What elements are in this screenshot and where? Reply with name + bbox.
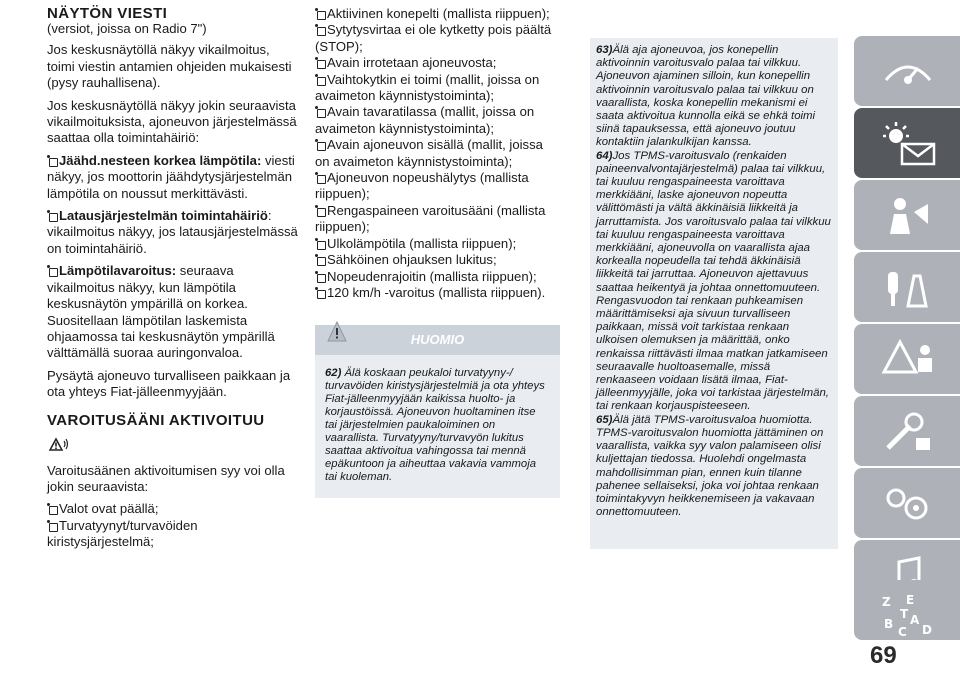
bullet-text: Turvatyynyt/turvavöiden kiristysjärjestelmä; [47, 517, 198, 550]
bullet-icon [47, 155, 57, 166]
bullet-item [315, 170, 560, 203]
page-number: 69 [870, 642, 897, 669]
bullet-item [47, 153, 299, 202]
bullet-text: Aktiivinen konepelti (mallista riippuen); [327, 6, 550, 21]
bullet-heading: Latausjärjestelmän toimintahäiriö [59, 208, 268, 224]
warning-light-message-icon [880, 122, 940, 168]
bullet-item [47, 501, 299, 517]
bullet-item [315, 55, 560, 71]
bullet-icon [315, 57, 325, 68]
tab-warning-lights-messages[interactable] [854, 108, 960, 178]
car-safety-icon [880, 194, 936, 238]
bullet-item [315, 104, 560, 137]
bullet-item [315, 137, 560, 170]
bullet-text: Ulkolämpötila (mallista riippuen); [327, 235, 517, 251]
bullet-text: : vikailmoitus näkyy, jos latausjärjestelmässä on toimintahäiriö. [47, 208, 298, 256]
svg-text:T: T [900, 607, 909, 621]
alphabetical-index-icon [880, 594, 940, 638]
bullet-text: seuraava vikailmoitus näkyy, kun lämpötila keskusnäytön ympärillä on korkea. Suositellaan lämpötilan laskemista ohjaamossa tai keskusnäytön ympärillä välttämällä suoraa auringonvaloa. [47, 263, 275, 361]
bullet-icon [47, 520, 57, 531]
note-text: Älä aja ajoneuvoa, jos konepellin aktivoinnin varoitusvalo palaa tai vilkkuu. Ajoneuvon ajaminen silloin, kun konepellin aktivoinnin varoitusvalo palaa tai vilkkuu on vaarallista, koska konepellin mekanismi ei saata aktivoitua kunnolla eikä se ehkä toimi siinä tapauksessa, että ajoneuvo joutuu kontaktiin jalankulkijan kanssa. [596, 44, 816, 149]
note-number: 63) [596, 44, 613, 56]
bullet-icon [47, 210, 57, 221]
maintenance-wrench-icon [880, 410, 936, 454]
bullet-text: Ajoneuvon nopeushälytys (mallista riippuen); [315, 170, 529, 202]
right-column [590, 38, 838, 549]
tab-maintenance[interactable] [854, 396, 960, 466]
roadside-triangle-icon [880, 338, 936, 382]
car-dashboard-icon [880, 50, 936, 94]
note-text: Jos TPMS-varoitusvalo (renkaiden paineenvalvontajärjestelmä) palaa tai vilkkuu, tai kuuluu rengaspaineesta varoittava merkkiääni, laske ajoneuvon nopeutta välittömästi ja vältä äkkinäisiä liikkeitä ja jarruttamista. Jos varoitusvalo palaa tai vilkkuu tai kuuluu rengaspaineesta varoittava merkkiääni, ajoneuvolla on vaarallista ajaa korkealla nopeudella tai tehdä äkkinäisiä liikkeitä tai jarruttaa. Ajoneuvon ajettavuus saattaa heikentyä ja johtaa onnettomuuteen. Rengasvuodon tai renkaan puhkeamisen määrittämiseksi aja sivuun turvalliseen paikkaan, missä voit tarkistaa renkaan ulkoisen olemuksen ja määrittää, onko renkaissa riittävästi ilmaa matkan jatkamiseen seuraavalle huoltoasemalle, missä renkaaseen voidaan lisätä ilmaa, Fiat-jälleenmyyjälle, joka voi tarkistaa järjestelmän, tai renkaan korjauspisteeseen. [596, 149, 831, 413]
warning-header [315, 325, 560, 355]
bullet-item [315, 22, 560, 55]
tab-technical-data[interactable] [854, 468, 960, 538]
bullet-icon [47, 503, 57, 514]
note [596, 44, 832, 150]
bullet-text: Rengaspaineen varoitusääni (mallista riippuen); [315, 202, 546, 235]
bullet-icon [315, 238, 325, 249]
warning-box [315, 355, 560, 498]
bullet-item [315, 6, 560, 22]
warning-light-icon [47, 436, 69, 452]
bullet-icon [315, 287, 325, 298]
note-text: Älä jätä TPMS-varoitusvaloa huomiotta. TPMS-varoitusvalon huomiotta jättäminen on vaarallista, vaikka syy valon palamiseen olisi kuljettajan tiedossa. Huolehdi ongelmasta mahdollisimman pian, ennen kuin tilanne pahenee sellaiseksi, joka voi johtaa renkaan toimintakyvyn heikkenemiseen ja vakavaan onnettomuuteen. [596, 413, 824, 519]
bullet-text: Vaihtokytkin ei toimi (mallit, joissa on avaimeton käynnistystoiminta); [315, 71, 540, 104]
section-title-display-message: NÄYTÖN VIESTI [47, 5, 168, 22]
section-title-warning-sound: VAROITUSÄÄNI AKTIVOITUU [47, 411, 265, 429]
bullet-text: 120 km/h -varoitus (mallista riippuen). [327, 284, 546, 300]
paragraph: Varoitusäänen aktivoitumisen syy voi olla jokin seuraavista: [47, 462, 285, 494]
paragraph: Jos keskusnäytöllä näkyy vikailmoitus, toimi viestin antamien ohjeiden mukaisesti (pysy rauhallisena). [47, 42, 292, 91]
note-number: 62) [325, 367, 342, 380]
middle-column [315, 6, 560, 498]
notes-box [590, 38, 838, 549]
note-number: 65) [596, 413, 613, 426]
tab-safety[interactable] [854, 180, 960, 250]
paragraph: Pysäytä ajoneuvo turvalliseen paikkaan ja ota yhteys Fiat-jälleenmyyjään. [47, 367, 291, 400]
section-subtitle: (versiot, joissa on Radio 7") [47, 21, 207, 36]
bullet-text: Valot ovat päällä; [59, 501, 159, 517]
svg-text:A: A [910, 613, 920, 627]
warning-title: HUOMIO [410, 332, 465, 348]
bullet-icon [47, 265, 57, 276]
svg-text:Z: Z [882, 595, 891, 609]
note-number: 64) [596, 149, 613, 162]
bullet-item [47, 263, 299, 361]
note [596, 150, 832, 414]
bullet-text: Nopeudenrajoitin (mallista riippuen); [327, 268, 537, 284]
bullet-text: Sähköinen ohjauksen lukitus; [327, 252, 497, 268]
bullet-text: Sytytysvirtaa ei ole kytketty pois päältä (STOP); [315, 22, 552, 54]
bullet-list [315, 6, 560, 301]
note [596, 414, 832, 520]
tab-index[interactable] [854, 580, 960, 640]
bullet-text: Avain irrotetaan ajoneuvosta; [327, 55, 497, 71]
bullet-icon [315, 24, 325, 35]
paragraph: Jos keskusnäytöllä näkyy jokin seuraavista vikailmoituksista, ajoneuvon järjestelmässä saattaa olla toimintahäiriö: [47, 97, 297, 146]
bullet-icon [315, 139, 325, 150]
bullet-item [315, 285, 560, 301]
bullet-item [315, 203, 560, 236]
svg-text:C: C [898, 625, 907, 638]
svg-text:B: B [884, 617, 894, 631]
warning-triangle-icon [327, 321, 347, 343]
bullet-icon [315, 106, 325, 117]
bullet-icon [315, 74, 325, 85]
svg-text:D: D [922, 623, 932, 637]
bullet-text: Avain ajoneuvon sisällä (mallit, joissa on avaimeton käynnistystoiminta); [315, 137, 543, 169]
bullet-text: Avain tavaratilassa (mallit, joissa on avaimeton käynnistystoiminta); [315, 104, 535, 136]
warning-note [325, 367, 550, 484]
key-start-icon [880, 266, 936, 310]
bullet-item [315, 252, 560, 268]
bullet-text: viesti näkyy, jos moottorin jäähdytysjärjestelmän lämpötila on noussut merkittävästi. [47, 152, 295, 201]
bullet-icon [315, 254, 325, 265]
note-text: Älä koskaan peukaloi turvatyyny-/ turvavöiden kiristysjärjestelmiä ja ota yhteys Fiat-jälleenmyyjään kaikissa huolto- ja korjaustöissä. Ajoneuvon huoltaminen itse tai järjestelmien paukaloiminen on vaarallista. Turvatyyny/turvavyön lukitus saattaa aktivoitua vahingossa tai mennä epäkuntoon ja aiheuttaa vakavia vammoja tai kuoleman. [325, 367, 545, 484]
bullet-heading: Lämpötilavaroitus: [59, 263, 177, 279]
bullet-item [315, 72, 560, 105]
bullet-icon [315, 271, 325, 282]
tab-dashboard[interactable] [854, 36, 960, 106]
tab-emergency[interactable] [854, 324, 960, 394]
bullet-item [315, 236, 560, 252]
tab-starting-driving[interactable] [854, 252, 960, 322]
bullet-item [47, 518, 299, 551]
bullet-item [47, 208, 299, 257]
technical-data-icon [880, 482, 936, 526]
bullet-icon [315, 8, 325, 19]
bullet-icon [315, 172, 325, 183]
bullet-heading: Jäähd.nesteen korkea lämpötila: [59, 152, 262, 168]
bullet-item [315, 269, 560, 285]
left-column [47, 6, 299, 551]
bullet-icon [315, 205, 325, 216]
svg-text:E: E [906, 594, 915, 607]
